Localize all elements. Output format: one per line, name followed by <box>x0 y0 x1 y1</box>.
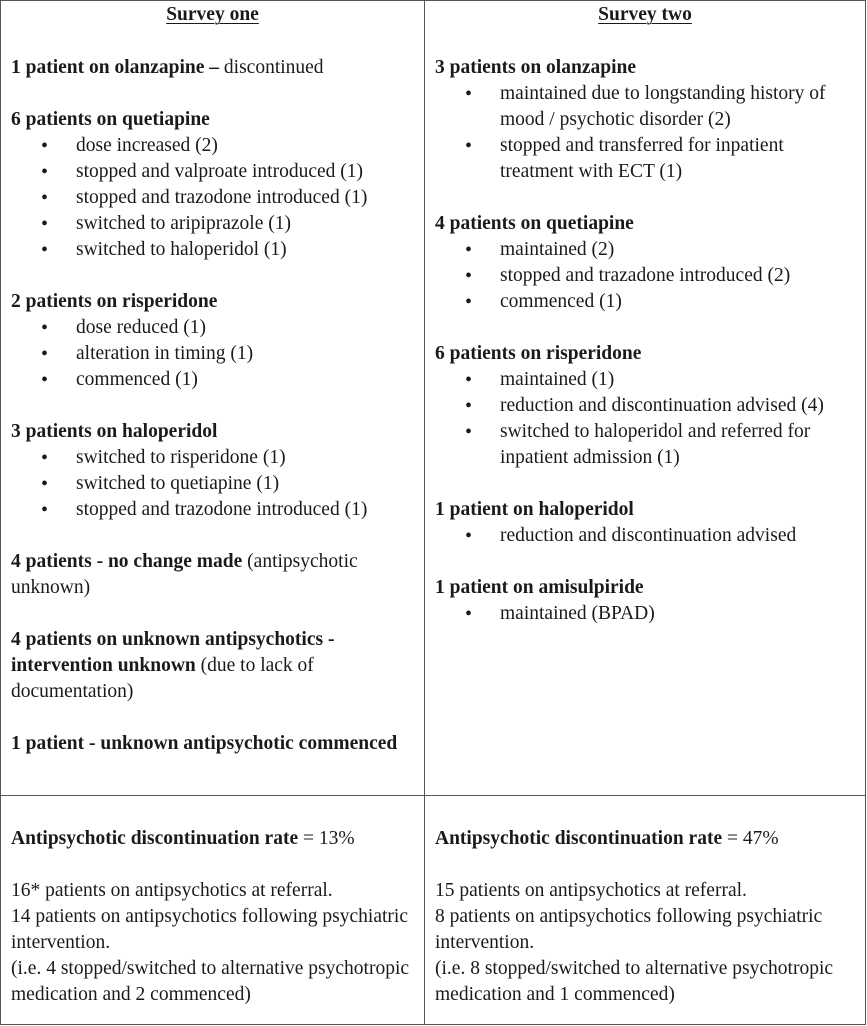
intervention-list <box>435 601 855 627</box>
patient-group <box>435 575 855 627</box>
intervention-list <box>435 237 855 315</box>
group-heading-bold: 3 patients on olanzapine <box>435 57 636 78</box>
intervention-item: • commenced (1) <box>465 289 855 315</box>
patient-group <box>11 731 414 757</box>
group-heading <box>435 55 855 81</box>
intervention-list <box>435 81 855 185</box>
summary-line: 14 patients on antipsychotics following psychiatric intervention. <box>11 906 408 953</box>
intervention-item: • commenced (1) <box>41 367 414 393</box>
patient-group <box>435 497 855 549</box>
group-heading-note: (antipsychotic unknown) <box>11 551 358 598</box>
intervention-item: • maintained (2) <box>465 237 855 263</box>
rate-label: Antipsychotic discontinuation rate <box>435 828 723 849</box>
intervention-item: • maintained (BPAD) <box>465 601 855 627</box>
intervention-item: • maintained due to longstanding history of mood / psychotic disorder (2) <box>465 81 855 133</box>
group-heading-bold: 1 patient on olanzapine – <box>11 57 220 78</box>
patient-group <box>435 211 855 315</box>
group-heading <box>435 575 855 601</box>
summary-line: 8 patients on antipsychotics following psychiatric intervention. <box>435 906 823 953</box>
intervention-item: • switched to haloperidol (1) <box>41 237 414 263</box>
patient-group <box>11 419 414 523</box>
group-heading <box>435 341 855 367</box>
survey-one-summary-text <box>11 878 414 1008</box>
group-heading <box>11 419 414 445</box>
group-heading <box>11 731 414 757</box>
summary-line: (i.e. 8 stopped/switched to alternative psychotropic medication and 1 commenced) <box>435 958 834 1005</box>
patient-group <box>11 289 414 393</box>
survey-one-groups <box>11 55 414 757</box>
patient-group <box>435 55 855 185</box>
group-heading-note: (due to lack of documentation) <box>11 655 314 702</box>
patient-group <box>11 55 414 81</box>
intervention-list <box>435 523 855 549</box>
summary-line: (i.e. 4 stopped/switched to alternative psychotropic medication and 2 commenced) <box>11 958 410 1005</box>
patient-group <box>11 107 414 263</box>
rate-value: = 13% <box>298 828 355 849</box>
group-heading <box>11 549 414 601</box>
group-heading <box>435 211 855 237</box>
intervention-item: • dose reduced (1) <box>41 315 414 341</box>
survey-two-discontinuation-rate <box>435 826 855 852</box>
rate-value: = 47% <box>722 828 779 849</box>
patient-group <box>11 549 414 601</box>
intervention-list <box>11 315 414 393</box>
intervention-list <box>435 367 855 471</box>
intervention-item: • switched to risperidone (1) <box>41 445 414 471</box>
intervention-item: • stopped and transferred for inpatient treatment with ECT (1) <box>465 133 855 185</box>
group-heading-bold: 1 patient on haloperidol <box>435 499 634 520</box>
survey-one-summary-cell <box>1 796 425 1024</box>
group-heading <box>435 497 855 523</box>
group-heading-bold: 1 patient on amisulpiride <box>435 577 644 598</box>
survey-two-heading: Survey two <box>598 4 692 25</box>
intervention-list <box>11 133 414 263</box>
summary-line: 15 patients on antipsychotics at referral. <box>435 880 747 901</box>
patient-group <box>435 341 855 471</box>
survey-two-details-cell <box>425 1 865 796</box>
group-heading-bold: 6 patients on risperidone <box>435 343 642 364</box>
group-heading-note: discontinued <box>219 57 324 78</box>
intervention-item: • reduction and discontinuation advised <box>465 523 855 549</box>
intervention-item: • dose increased (2) <box>41 133 414 159</box>
group-heading-bold: 6 patients on quetiapine <box>11 109 210 130</box>
group-heading-bold: 4 patients on unknown antipsychotics - intervention unknown <box>11 629 335 676</box>
group-heading <box>11 55 414 81</box>
group-heading-bold: 3 patients on haloperidol <box>11 421 218 442</box>
intervention-item: • stopped and trazodone introduced (1) <box>41 497 414 523</box>
rate-label: Antipsychotic discontinuation rate <box>11 828 299 849</box>
group-heading-bold: 1 patient - unknown antipsychotic commenced <box>11 733 398 754</box>
survey-two-summary-text <box>435 878 855 1008</box>
survey-one-details-cell <box>1 1 425 796</box>
group-heading-bold: 4 patients - no change made <box>11 551 243 572</box>
group-heading-bold: 2 patients on risperidone <box>11 291 218 312</box>
intervention-item: • switched to quetiapine (1) <box>41 471 414 497</box>
intervention-item: • stopped and valproate introduced (1) <box>41 159 414 185</box>
group-heading <box>11 107 414 133</box>
summary-line: 16* patients on antipsychotics at referral. <box>11 880 333 901</box>
intervention-item: • maintained (1) <box>465 367 855 393</box>
intervention-item: • stopped and trazadone introduced (2) <box>465 263 855 289</box>
survey-one-heading: Survey one <box>166 4 259 25</box>
survey-two-groups <box>435 55 855 627</box>
group-heading <box>11 289 414 315</box>
group-heading <box>11 627 414 705</box>
intervention-item: • reduction and discontinuation advised (4) <box>465 393 855 419</box>
intervention-item: • stopped and trazodone introduced (1) <box>41 185 414 211</box>
intervention-list <box>11 445 414 523</box>
patient-group <box>11 627 414 705</box>
intervention-item: • switched to haloperidol and referred for inpatient admission (1) <box>465 419 855 471</box>
intervention-item: • alteration in timing (1) <box>41 341 414 367</box>
survey-one-discontinuation-rate <box>11 826 414 852</box>
survey-two-summary-cell <box>425 796 865 1024</box>
group-heading-bold: 4 patients on quetiapine <box>435 213 634 234</box>
intervention-item: • switched to aripiprazole (1) <box>41 211 414 237</box>
